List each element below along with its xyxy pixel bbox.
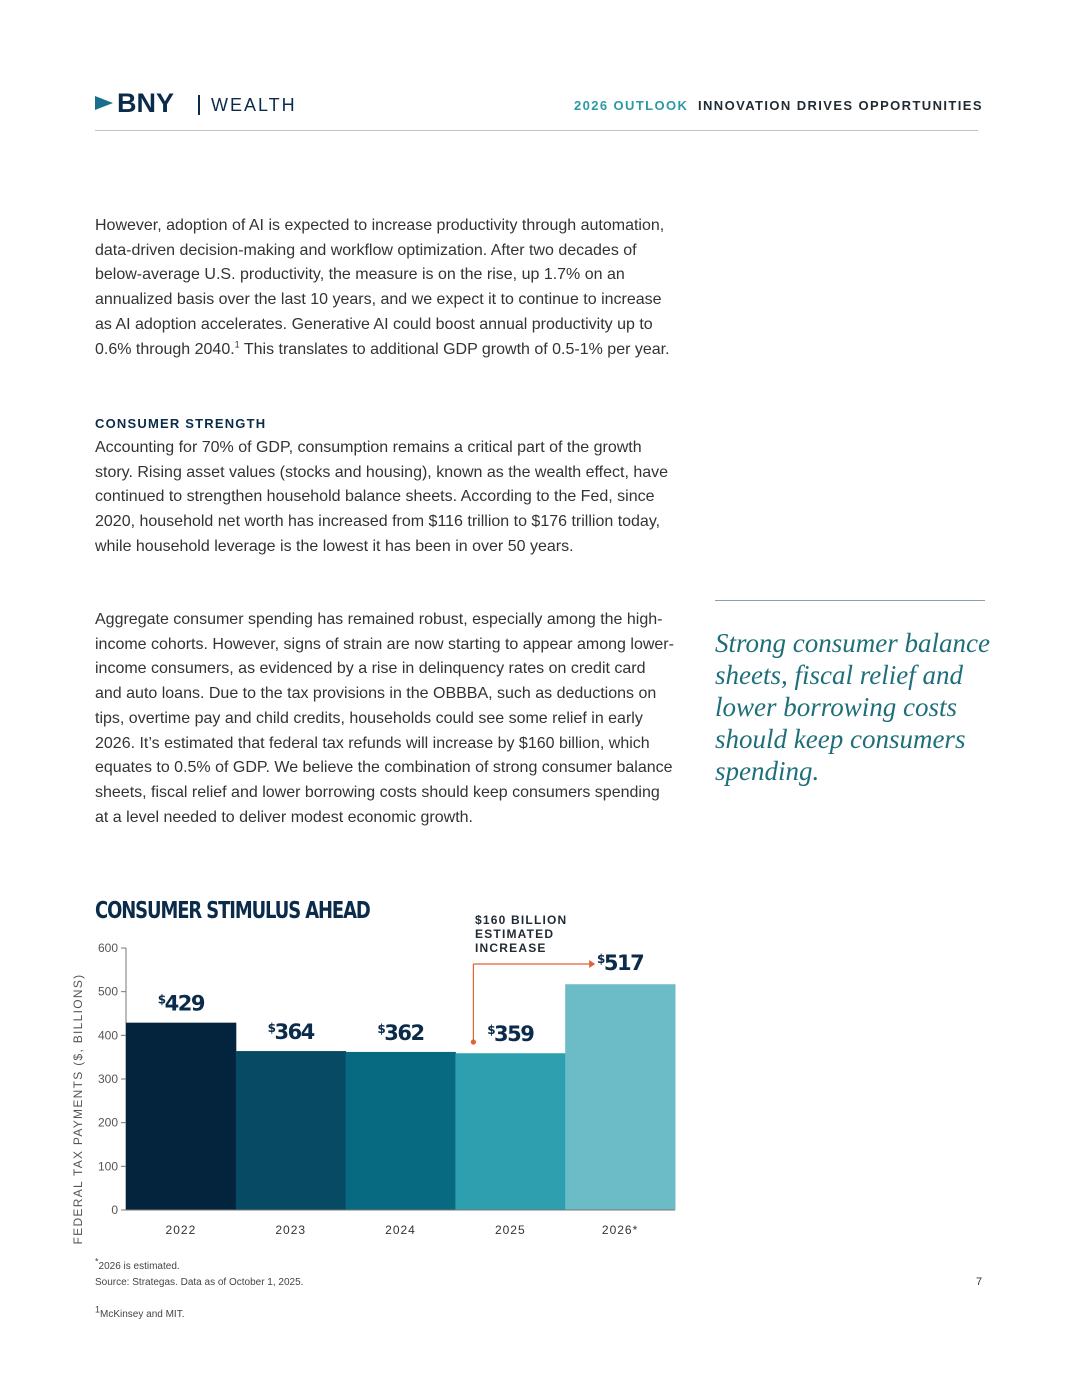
consumer-stimulus-chart — [60, 900, 700, 1245]
page-number: 7 — [976, 1276, 983, 1288]
footnote-estimate — [95, 1256, 180, 1272]
section-heading: CONSUMER STRENGTH — [95, 416, 267, 431]
bny-arrow-logo-icon — [95, 96, 113, 110]
footnote-estimate-text: 2026 is estimated. — [98, 1261, 180, 1272]
bar-2023 — [236, 1051, 346, 1210]
y-tick-label: 600 — [97, 941, 118, 955]
x-category-label: 2026* — [601, 1223, 639, 1237]
pull-quote-rule — [715, 600, 985, 601]
y-tick-label: 400 — [97, 1028, 118, 1043]
bar-value-label: $517 — [596, 951, 644, 976]
annotation-label-line: $160 BILLION — [475, 913, 568, 927]
brand-sub: WEALTH — [211, 95, 297, 115]
header-outlook: 2026 OUTLOOK — [574, 98, 689, 113]
footnote-reference — [95, 1304, 185, 1320]
y-tick-label: 500 — [97, 984, 118, 999]
paragraph-productivity-text-end: This translates to additional GDP growth of 0.5-1% per year. — [239, 340, 670, 358]
paragraph-productivity-text: However, adoption of AI is expected to increase productivity through automation, data-driven decision-making and workflow optimization. After two decades of below-average U.S. productivity, the measure is on the rise, up 1.7% on an annualized basis over the last 10 years, and we expect it to continue to increase as AI adoption accelerates. Generative AI could boost annual productivity up to 0.6% through 2040. — [95, 217, 665, 358]
x-category-label: 2023 — [275, 1223, 307, 1237]
bar-value-label: $359 — [487, 1022, 534, 1047]
pull-quote: Strong consumer balance sheets, fiscal relief and lower borrowing costs should keep consumers spending. — [715, 628, 990, 786]
paragraph-productivity — [95, 214, 675, 362]
footnote-reference-text: McKinsey and MIT. — [100, 1309, 185, 1320]
x-category-label: 2024 — [385, 1223, 416, 1237]
bar-2025 — [455, 1053, 565, 1210]
footnote-estimate-mark: * — [95, 1256, 99, 1267]
annotation-label-line: ESTIMATED — [475, 927, 555, 941]
y-tick-label: 300 — [97, 1072, 118, 1086]
footnote-reference-mark: 1 — [95, 1304, 101, 1315]
bar-2022 — [126, 1023, 236, 1210]
y-axis-title: FEDERAL TAX PAYMENTS ($, BILLIONS) — [71, 973, 85, 1245]
y-tick-label: 0 — [111, 1203, 118, 1217]
bar-value-label: $429 — [157, 991, 205, 1016]
annotation-label-line: INCREASE — [475, 941, 547, 955]
brand-divider — [198, 95, 200, 115]
bar-value-label: $364 — [267, 1020, 314, 1045]
annotation-arrow-head — [589, 960, 595, 968]
x-category-label: 2022 — [165, 1223, 197, 1237]
x-category-label: 2025 — [494, 1223, 526, 1237]
header-rule — [95, 130, 978, 131]
bar-2024 — [346, 1052, 456, 1210]
header-section: INNOVATION DRIVES OPPORTUNITIES — [698, 98, 983, 113]
annotation-dot — [471, 1039, 476, 1044]
brand-name: BNY — [117, 88, 175, 118]
chart-title: CONSUMER STIMULUS AHEAD — [95, 898, 370, 924]
paragraph-consumer-strength: Accounting for 70% of GDP, consumption remains a critical part of the growth story. Rising asset values (stocks and housing), known as the wealth effect, have continued to strengthen household balance sheets. According to the Fed, since 2020, household net worth has increased from $116 trillion to $176 trillion today, while household leverage is the lowest it has been in over 50 years. — [95, 439, 669, 555]
paragraph-consumer-spending: Aggregate consumer spending has remained robust, especially among the high-income cohorts. However, signs of strain are now starting to appear among lower-income consumers, as evidenced by a rise in delinquency rates on credit card and auto loans. Due to the tax provisions in the OBBBA, such as deductions on tips, overtime pay and child credits, households could see some relief in early 2026. It’s estimated that federal tax refunds will increase by $160 billion, which equates to 0.5% of GDP. We believe the combination of strong consumer balance sheets, fiscal relief and lower borrowing costs should keep consumers spending at a level needed to deliver modest economic growth. — [95, 611, 674, 826]
bar-value-label: $362 — [377, 1020, 424, 1045]
footnote-ref: 1 — [234, 339, 240, 350]
bar-2026* — [565, 984, 675, 1210]
y-tick-label: 200 — [97, 1115, 118, 1130]
y-tick-label: 100 — [97, 1159, 118, 1174]
footnote-source: Source: Strategas. Data as of October 1, 2025. — [95, 1277, 304, 1288]
